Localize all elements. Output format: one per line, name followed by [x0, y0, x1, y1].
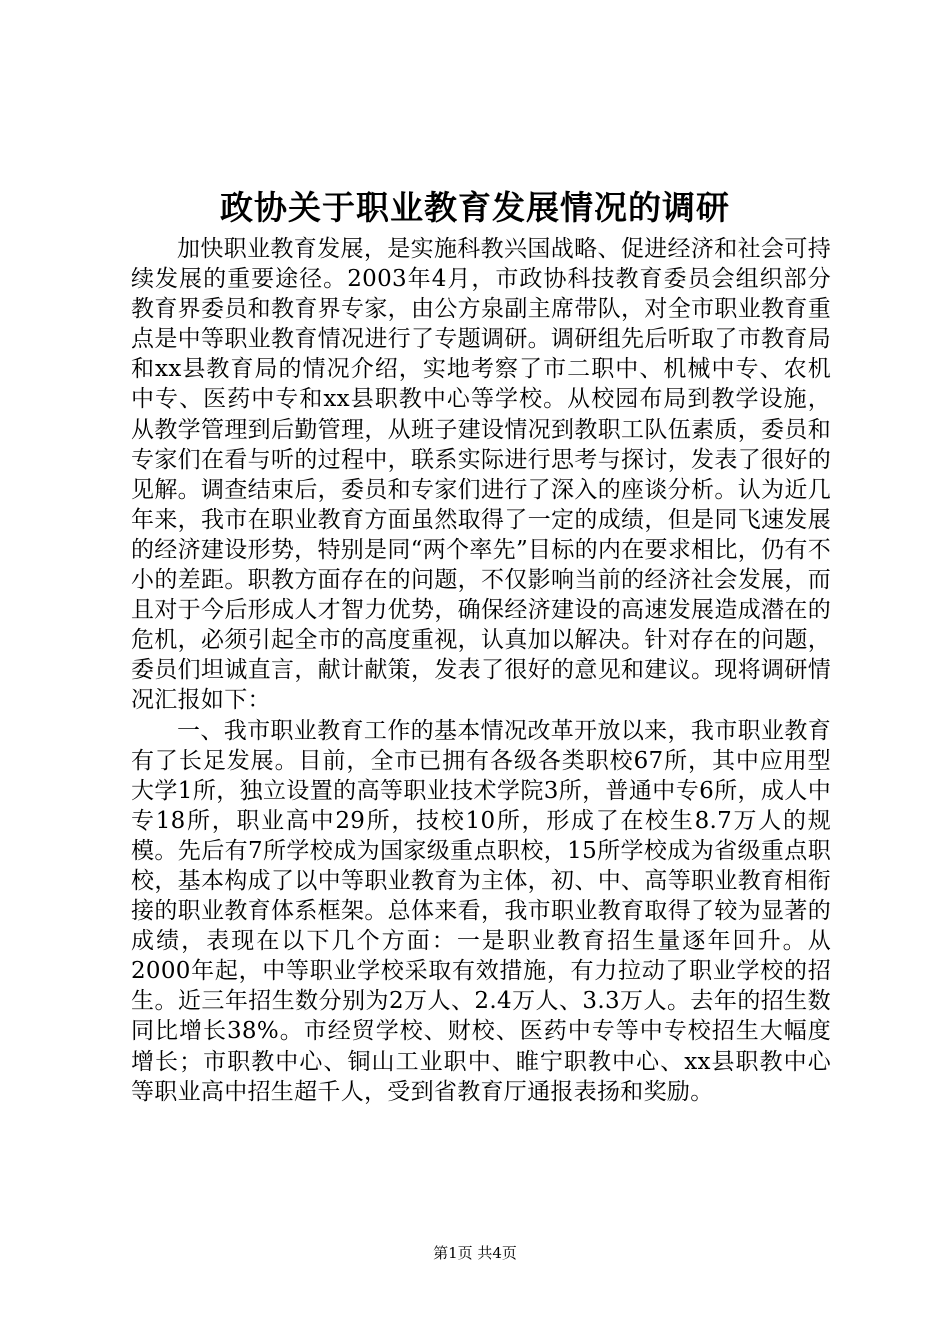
paragraph-intro: 加快职业教育发展，是实施科教兴国战略、促进经济和社会可持续发展的重要途径。2003年4月，市政协科技教育委员会组织部分教育界委员和教育界专家，由公方泉副主席带队，对全市职业教育重点是中等职业教育情况进行了专题调研。调研组先后听取了市教育局和xx县教育局的情况介绍，实地考察了市二职中、机械中专、农机中专、医药中专和xx县职教中心等学校。从校园布局到教学设施，从教学管理到后勤管理，从班子建设情况到教职工队伍素质，委员和专家们在看与听的过程中，联系实际进行思考与探讨，发表了很好的见解。调查结束后，委员和专家们进行了深入的座谈分析。认为近几年来，我市在职业教育方面虽然取得了一定的成绩，但是同飞速发展的经济建设形势，特别是同“两个率先”目标的内在要求相比，仍有不小的差距。职教方面存在的问题，不仅影响当前的经济社会发展，而且对于今后形成人才智力优势，确保经济建设的高速发展造成潜在的危机，必须引起全市的高度重视，认真加以解决。针对存在的问题，委员们坦诚直言，献计献策，发表了很好的意见和建议。现将调研情况汇报如下： [131, 236, 831, 714]
page-footer: 第1页 共4页 [433, 1244, 517, 1262]
document-title: 政协关于职业教育发展情况的调研 [220, 188, 730, 227]
paragraph-basic-situation: 一、我市职业教育工作的基本情况改革开放以来，我市职业教育有了长足发展。目前，全市已拥有各级各类职校67所，其中应用型大学1所，独立设置的高等职业技术学院3所，普通中专6所，成人中专18所，职业高中29所，技校10所，形成了在校生8.7万人的规模。先后有7所学校成为国家级重点职校，15所学校成为省级重点职校，基本构成了以中等职业教育为主体，初、中、高等职业教育相衔接的职业教育体系框架。总体来看，我市职业教育取得了较为显著的成绩，表现在以下几个方面：一是职业教育招生量逐年回升。从2000年起，中等职业学校采取有效措施，有力拉动了职业学校的招生。近三年招生数分别为2万人、2.4万人、3.3万人。去年的招生数同比增长38%。市经贸学校、财校、医药中专等中专校招生大幅度增长；市职教中心、铜山工业职中、睢宁职教中心、xx县职教中心等职业高中招生超千人，受到省教育厅通报表扬和奖励。 [131, 717, 831, 1105]
document-body [131, 234, 831, 1107]
